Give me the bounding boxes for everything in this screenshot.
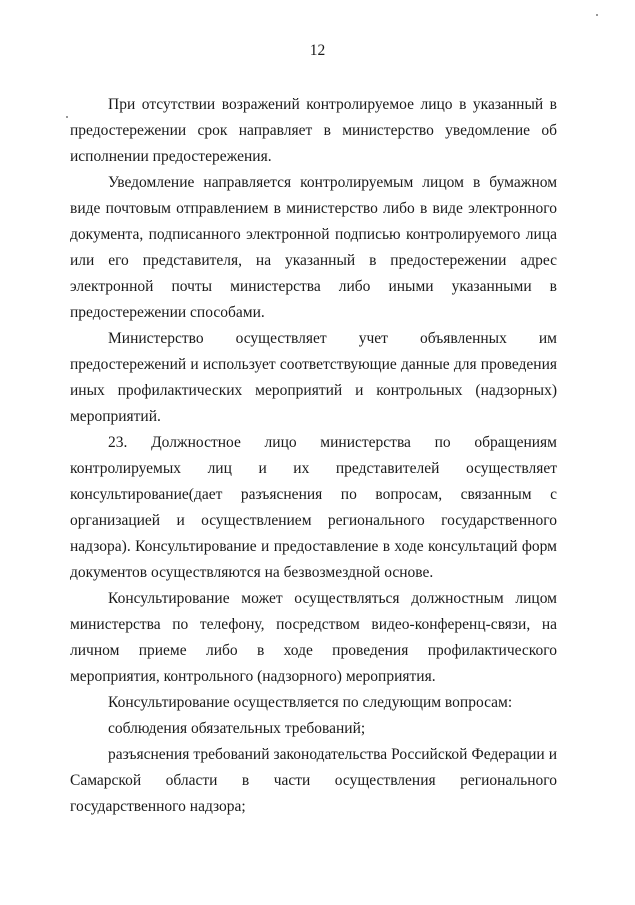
page-number: 12 — [309, 42, 326, 59]
paragraph-consulting-topics-intro: Консультирование осуществляется по следующим вопросам: — [108, 694, 513, 711]
paragraph-notification-of-execution: При отсутствии возражений контролируемое лицо в указанный в предостережении срок направляет в министерство уведомление об исполнении предостережения. — [70, 96, 557, 165]
paragraph-topic-mandatory-requirements: соблюдения обязательных требований; — [108, 720, 366, 737]
document-body — [70, 92, 557, 820]
paragraph-topic-legislation-clarification: разъяснения требований законодательства Российской Федерации и Самарской области в части осуществления регионального государственного надзора; — [70, 746, 557, 815]
paragraph-consulting-channels: Консультирование может осуществляться должностным лицом министерства по телефону, посредством видео-конференц-связи, на личном приеме либо в ходе проведения профилактического мероприятия, контрольного (надзорного) мероприятия. — [70, 590, 557, 685]
scan-speck — [66, 116, 68, 118]
scan-speck — [596, 14, 598, 16]
paragraph-warnings-accounting: Министерство осуществляет учет объявленных им предостережений и использует соответствующие данные для проведения иных профилактических мероприятий и контрольных (надзорных) мероприятий. — [70, 330, 557, 425]
paragraph-notification-method: Уведомление направляется контролируемым лицом в бумажном виде почтовым отправлением в министерство либо в виде электронного документа, подписанного электронной подписью контролируемого лица или его представителя, на указанный в предостережении адрес электронной почты министерства либо иными указанными в предостережении способами. — [70, 174, 557, 321]
paragraph-item-23-consulting: 23. Должностное лицо министерства по обращениям контролируемых лиц и их представителей осуществляет консультирование(дает разъяснения по вопросам, связанным с организацией и осуществлением регионального государственного надзора). Консультирование и предоставление в ходе консультаций форм документов осуществляются на безвозмездной основе. — [70, 434, 557, 581]
